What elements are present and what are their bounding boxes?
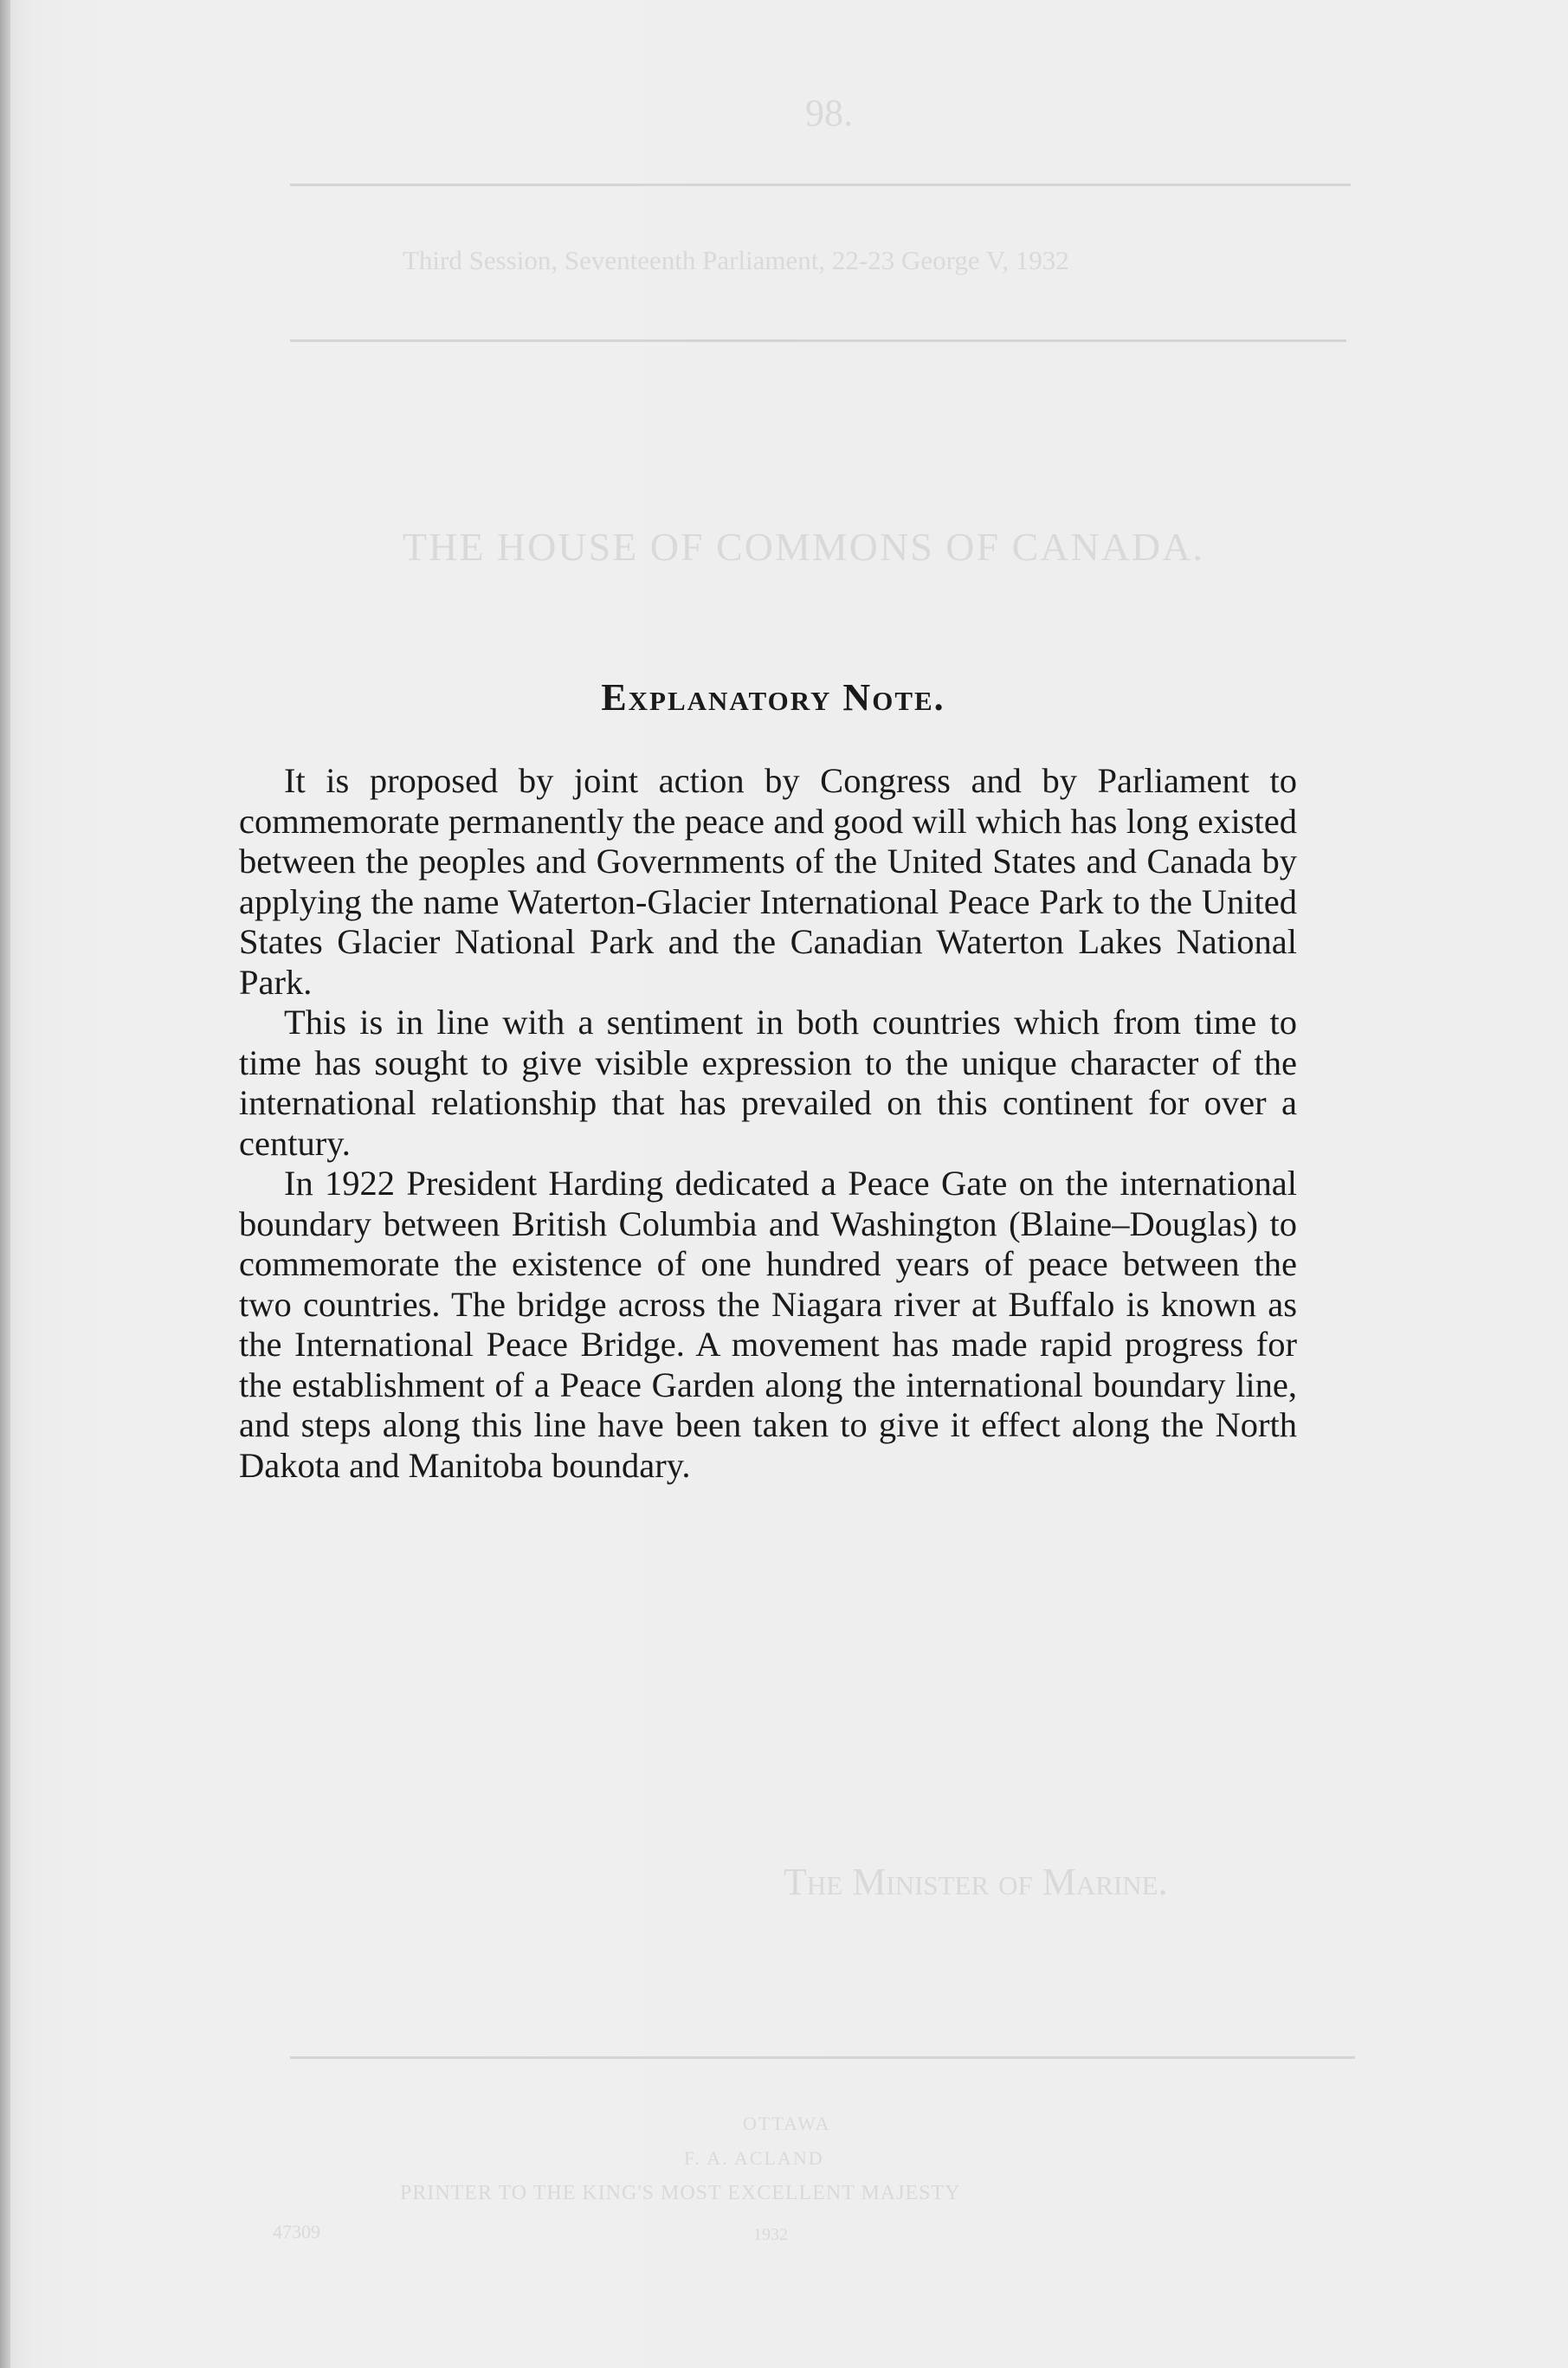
bleedthrough-rule-top <box>290 184 1351 186</box>
bleedthrough-code: 47309 <box>273 2221 320 2242</box>
bleedthrough-minister-line: The Minister of Marine. <box>784 1861 1168 1903</box>
bleedthrough-year: 1932 <box>753 2225 788 2244</box>
explanatory-note-title: Explanatory Note. <box>601 676 945 719</box>
bleedthrough-page-number: 98. <box>805 92 853 134</box>
explanatory-note <box>239 675 1297 1486</box>
note-paragraph: It is proposed by joint action by Congress and by Parliament to commemorate permanently the peace and good will which has long existed between the peoples and Governments of the United States and Canada by applying the name Waterton-Glacier International Peace Park to the United States Glacier National Park and the Canadian Waterton Lakes National Park. <box>239 761 1297 1002</box>
page-left-edge <box>0 0 10 2368</box>
bleedthrough-rule-bottom <box>290 2056 1355 2059</box>
bleedthrough-session-line: Third Session, Seventeenth Parliament, 22-23 George V, 1932 <box>403 245 1069 275</box>
bleedthrough-printer-name: F. A. ACLAND <box>684 2147 824 2169</box>
bleedthrough-printer-city: OTTAWA <box>743 2113 831 2134</box>
bleedthrough-printer-title: PRINTER TO THE KING'S MOST EXCELLENT MAJESTY <box>400 2182 961 2204</box>
bleedthrough-rule-second <box>290 339 1346 342</box>
note-paragraph: This is in line with a sentiment in both countries which from time to time has sought to give visible expression to the unique character of the international relationship that has prevailed on this continent for over a century. <box>239 1003 1297 1163</box>
note-paragraph: In 1922 President Harding dedicated a Peace Gate on the international boundary between British Columbia and Washington (Blaine–Douglas) to commemorate the existence of one hundred years of peace between the two countries. The bridge across the Niagara river at Buffalo is known as the International Peace Bridge. A movement has made rapid progress for the establishment of a Peace Garden along the international boundary line, and steps along this line have been taken to give it effect along the North Dakota and Manitoba boundary. <box>239 1164 1297 1485</box>
bleedthrough-house-title: THE HOUSE OF COMMONS OF CANADA. <box>403 525 1204 569</box>
